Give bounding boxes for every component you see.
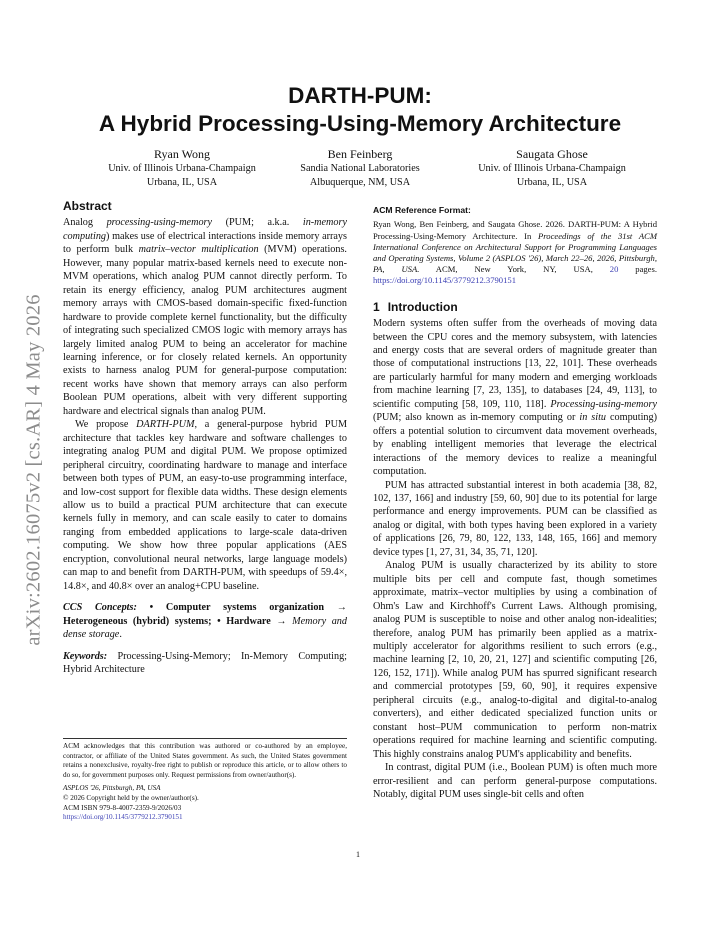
abstract-heading: Abstract — [63, 199, 112, 213]
reference-format-text: Ryan Wong, Ben Feinberg, and Saugata Ghose. 2026. DARTH-PUM: A Hybrid Processing-Using-Memory Architecture. In Proceedings of the 31st ACM International Conference on Architectural Support for Programming Languages and Operating Systems, Volume 2 (ASPLOS '26), March 22–26, 2026, Pittsburgh, PA, USA. ACM, New York, NY, USA, 20 pages. https://doi.org/10.1145/3779212.3790151 — [373, 219, 657, 286]
right-column — [373, 204, 657, 801]
venue-line: ASPLOS '26, Pittsburgh, PA, USA — [63, 784, 161, 793]
intro-paragraph-1: Modern systems often suffer from the overheads of moving data between the CPU cores and the memory subsystem, with latencies and energy costs that are several orders of magnitude greater than those of computational instructions [13, 22, 101]. These overheads are particularly harmful for many modern and emerging workloads from machine learning [7, 23, 135], to databases [24, 49, 113], to scientific computing [58, 109, 110, 118]. Processing-using-memory (PUM; also known as in-memory computing or in situ computing) offers a potential solution to circumvent data movement overheads, by enabling intelligent memories that leverage the electrical interactions of the memory devices to realize a meaningful computation. — [373, 318, 657, 478]
pages-link[interactable]: 20 — [609, 264, 619, 275]
page-number: 1 — [356, 850, 360, 859]
intro-paragraph-2: PUM has attracted substantial interest in both academia [38, 82, 102, 137, 166] and industry [59, 60, 90] due to its potential for large performance and energy improvements. PUM can be classified as analog or digital, with both types having been explored in a variety of applications [26, 79, 80, 122, 133, 148, 165, 166] and memory device types [1, 27, 31, 34, 35, 71, 120]. — [373, 479, 657, 558]
author-location: Albuquerque, NM, USA — [309, 177, 411, 188]
author-location: Urbana, IL, USA — [146, 177, 218, 188]
author-affiliation: Univ. of Illinois Urbana-Champaign — [478, 163, 626, 174]
author-affiliation: Univ. of Illinois Urbana-Champaign — [108, 163, 256, 174]
abstract-paragraph-1: Analog processing-using-memory (PUM; a.k.a. in-memory computing) makes use of electrical interactions inside memory arrays to perform bulk matrix–vector multiplication (MVM) operations. However, many popular matrix-based kernels need to execute non-MVM operations, which analog PUM cannot directly perform. To retain its energy efficiency, analog PUM architectures augment memory arrays with CMOS-based domain-specific fixed-function hardware to provide complete kernel functionality, but the difficulty of integrating such specialized CMOS logic with memory arrays has largely limited analog PUM to being an accelerator for machine learning inference, or for closely related kernels. An opportunity exists to harness analog PUM for general-purpose computation: recent works have shown that memory arrays can also perform Boolean PUM operations, albeit with very different supporting hardware and electrical signals than analog PUM. — [63, 217, 347, 417]
author-name: Saugata Ghose — [516, 147, 588, 161]
author-block-1 — [82, 147, 282, 190]
doi-link[interactable]: https://doi.org/10.1145/3779212.3790151 — [63, 813, 183, 822]
ccs-concepts: CCS Concepts: • Computer systems organization → Heterogeneous (hybrid) systems; • Hardware → Memory and dense storage. — [63, 602, 347, 641]
isbn-line: ACM ISBN 979-8-4007-2359-9/2026/03 — [63, 803, 182, 812]
author-location: Urbana, IL, USA — [516, 177, 588, 188]
author-name: Ryan Wong — [154, 147, 210, 161]
copyright-footnote — [63, 738, 347, 823]
introduction-heading: 1 Introduction — [373, 299, 458, 314]
author-block-2 — [260, 147, 460, 190]
title-line-2: A Hybrid Processing-Using-Memory Architecture — [98, 111, 622, 136]
author-affiliation: Sandia National Laboratories — [300, 163, 420, 174]
copyright-line: © 2026 Copyright held by the owner/author(s). — [63, 793, 199, 802]
paper-page: arXiv:2602.16075v2 [cs.AR] 4 May 2026 DARTH-PUM: A Hybrid Processing-Using-Memory Architecture Ryan Wong Univ. of Illinois Urbana-Champaign Urbana, IL, USA Ben Feinberg Sandia National Laboratories Albuquerque, NM, USA Saugata Ghose Univ. of Illinois Urbana-Champaign Urbana, IL, USA Abstract Analog processing-using-memory (PUM; a.k.a. in-memory computing) makes use of electrical interactions inside memory arrays to perform bulk matrix–vector multiplication (MVM) operations. However, many popular matrix-based kernels need to execute non-MVM operations, which analog PUM cannot directly perform. To retain its energy efficiency, analog PUM architectures augment memory arrays with CMOS-based domain-specific fixed-function hardware to provide complete kernel functionality, but the difficulty of integrating such specialized CMOS logic with memory arrays has largely limited analog PUM to being an accelerator for machine learning inference, or for closely related kernels. An opportunity exists to harness analog PUM for general-purpose computation: recent works have shown that memory arrays can also perform Boolean PUM operations, albeit with very different supporting hardware and electrical signals than analog PUM. We propose DARTH-PUM, a general-purpose hybrid PUM architecture that tackles key hardware and software challenges to integrating analog PUM and digital PUM. We propose optimized peripheral circuitry, coordinating hardware to manage and interface between both types of PUM, an easy-to-use programming interface, and low-cost support for flexible data widths. These design elements allow us to build a practical PUM architecture that can execute kernels fully in memory, and can scale easily to cater to domains ranging from embedded applications to large-scale data-driven computing. We show how three popular applications (AES encryption, convolutional neural networks, large language models) can map to and benefit from DARTH-PUM, with speedups of 59.4×, 14.8×, and 40.8× over an analog+CPU baseline. CCS Concepts: • Computer systems organization → Heterogeneous (hybrid) systems; • Hardware → Memory and dense storage. Keywords: Processing-Using-Memory; In-Memory Computing; Hybrid Architecture ACM acknowledges that this contribution was authored or co-authored by an employee, contractor, or affiliate of the United States government. As such, the United States government retains a nonexclusive, royalty-free right to publish or reproduce this article, or to allow others to do so, for government purposes only. Request permissions from owner/author(s). ASPLOS '26, Pittsburgh, PA, USA © 2026 Copyright held by the owner/author(s). ACM ISBN 979-8-4007-2359-9/2026/03 https://doi.org/10.1145/3779212.3790151 ACM Reference Format: Ryan Wong, Ben Feinberg, and Saugata Ghose. 2026. DARTH-PUM: A Hybrid Processing-Using-Memory Architecture. In Proceedings of the 31st ACM International Conference on Architectural Support for Programming Languages and Operating Systems, Volume 2 (ASPLOS '26), March 22–26, 2026, Pittsburgh, PA, USA. ACM, New York, NY, USA, 20 pages. https://doi.org/10.1145/3779212.3790151 1 Introduction Modern systems often suffer from the overheads of moving data between the CPU cores and the memory subsystem, with latencies and energy costs that are several orders of magnitude greater than those of computational instructions [13, 22, 101]. These overheads are particularly harmful for many modern and emerging workloads from machine learning [7, 23, 135], to databases [24, 49, 113], to scientific computing [58, 109, 110, 118]. Processing-using-memory (PUM; also known as in-memory computing or in situ computing) offers a potential solution to circumvent data movement overheads, by enabling intelligent memories that leverage the electrical interactions of the memory devices to realize a meaningful computation. PUM has attracted substantial interest in both academia [38, 82, 102, 137, 166] and industry [59, 60, 90] due to its potential for large performance and energy improvements. PUM can be classified as analog or digital, with both types having been explored in a variety of applications [26, 79, 80, 122, 133, 148, 165, 166] and memory device types [1, 27, 31, 34, 35, 71, 120]. Analog PUM is usually characterized by its ability to store multiple bits per cell and compute fast, though sometimes approximate, matrix–vector multiplies by using a combination of Ohm's Law and Kirchhoff's Current Laws. Although promising, analog PUM is susceptible to noise and other analog non-idealities; therefore, analog PUM has primarily been applied as a matrix-multiply accelerator for algorithms resilient to such errors (e.g., machine learning [2, 10, 20, 21, 127] and scientific computing [26, 126, 152, 171]). While analog PUM has spurred significant research and commercial prototypes [59, 60, 90], it requires expensive peripheral circuits (e.g., analog-to-digital and digital-to-analog converters), and either dedicated specialized function units or constant host–PUM communication to perform non-matrix operations required for machine learning and scientific computing. This highly constrains analog PUM's applicability and benefits. In contrast, digital PUM (i.e., Boolean PUM) is often much more error-resilient and can perform general-purpose computations. Notably, digital PUM uses single-bit cells and often 1 — [0, 0, 720, 932]
acm-acknowledgement: ACM acknowledges that this contribution was authored or co-authored by an employee, contractor, or affiliate of the United States government. As such, the United States government retains a nonexclusive, royalty-free right to publish or reproduce this article, or to allow others to do so, for government purposes only. Request permissions from owner/author(s). — [63, 742, 347, 779]
author-block-3 — [452, 147, 652, 190]
intro-paragraph-4: In contrast, digital PUM (i.e., Boolean PUM) is often much more error-resilient and can perform general-purpose computations. Notably, digital PUM uses single-bit cells and often — [373, 762, 657, 800]
paper-title — [40, 82, 680, 138]
reference-format-heading: ACM Reference Format: — [373, 205, 471, 215]
reference-doi-link[interactable]: https://doi.org/10.1145/3779212.3790151 — [373, 275, 516, 286]
keywords: Keywords: Processing-Using-Memory; In-Memory Computing; Hybrid Architecture — [63, 650, 347, 675]
left-column — [63, 200, 347, 676]
title-line-1: DARTH-PUM: — [288, 83, 432, 108]
author-name: Ben Feinberg — [327, 147, 393, 161]
intro-paragraph-3: Analog PUM is usually characterized by its ability to store multiple bits per cell and compute fast, though sometimes approximate, matrix–vector multiplies by using a combination of Ohm's Law and Kirchhoff's Current Laws. Although promising, analog PUM is susceptible to noise and other analog non-idealities; therefore, analog PUM has primarily been applied as a matrix-multiply accelerator for algorithms resilient to such errors (e.g., machine learning [2, 10, 20, 21, 127] and scientific computing [26, 126, 152, 171]). While analog PUM has spurred significant research and commercial prototypes [59, 60, 90], it requires expensive peripheral circuits (e.g., analog-to-digital and digital-to-analog converters), and either dedicated specialized function units or constant host–PUM communication to perform non-matrix operations required for machine learning and scientific computing. This highly constrains analog PUM's applicability and benefits. — [373, 560, 657, 760]
abstract-paragraph-2: We propose DARTH-PUM, a general-purpose hybrid PUM architecture that tackles key hardware and software challenges to integrating analog PUM and digital PUM. We propose optimized peripheral circuitry, coordinating hardware to manage and interface between both types of PUM, an easy-to-use programming interface, and low-cost support for flexible data widths. These design elements allow us to build a practical PUM architecture that can execute kernels fully in memory, and can scale easily to cater to domains ranging from embedded applications to large-scale data-driven computing. We show how three popular applications (AES encryption, convolutional neural networks, large language models) can map to and benefit from DARTH-PUM, with speedups of 59.4×, 14.8×, and 40.8× over an analog+CPU baseline. — [63, 419, 348, 592]
